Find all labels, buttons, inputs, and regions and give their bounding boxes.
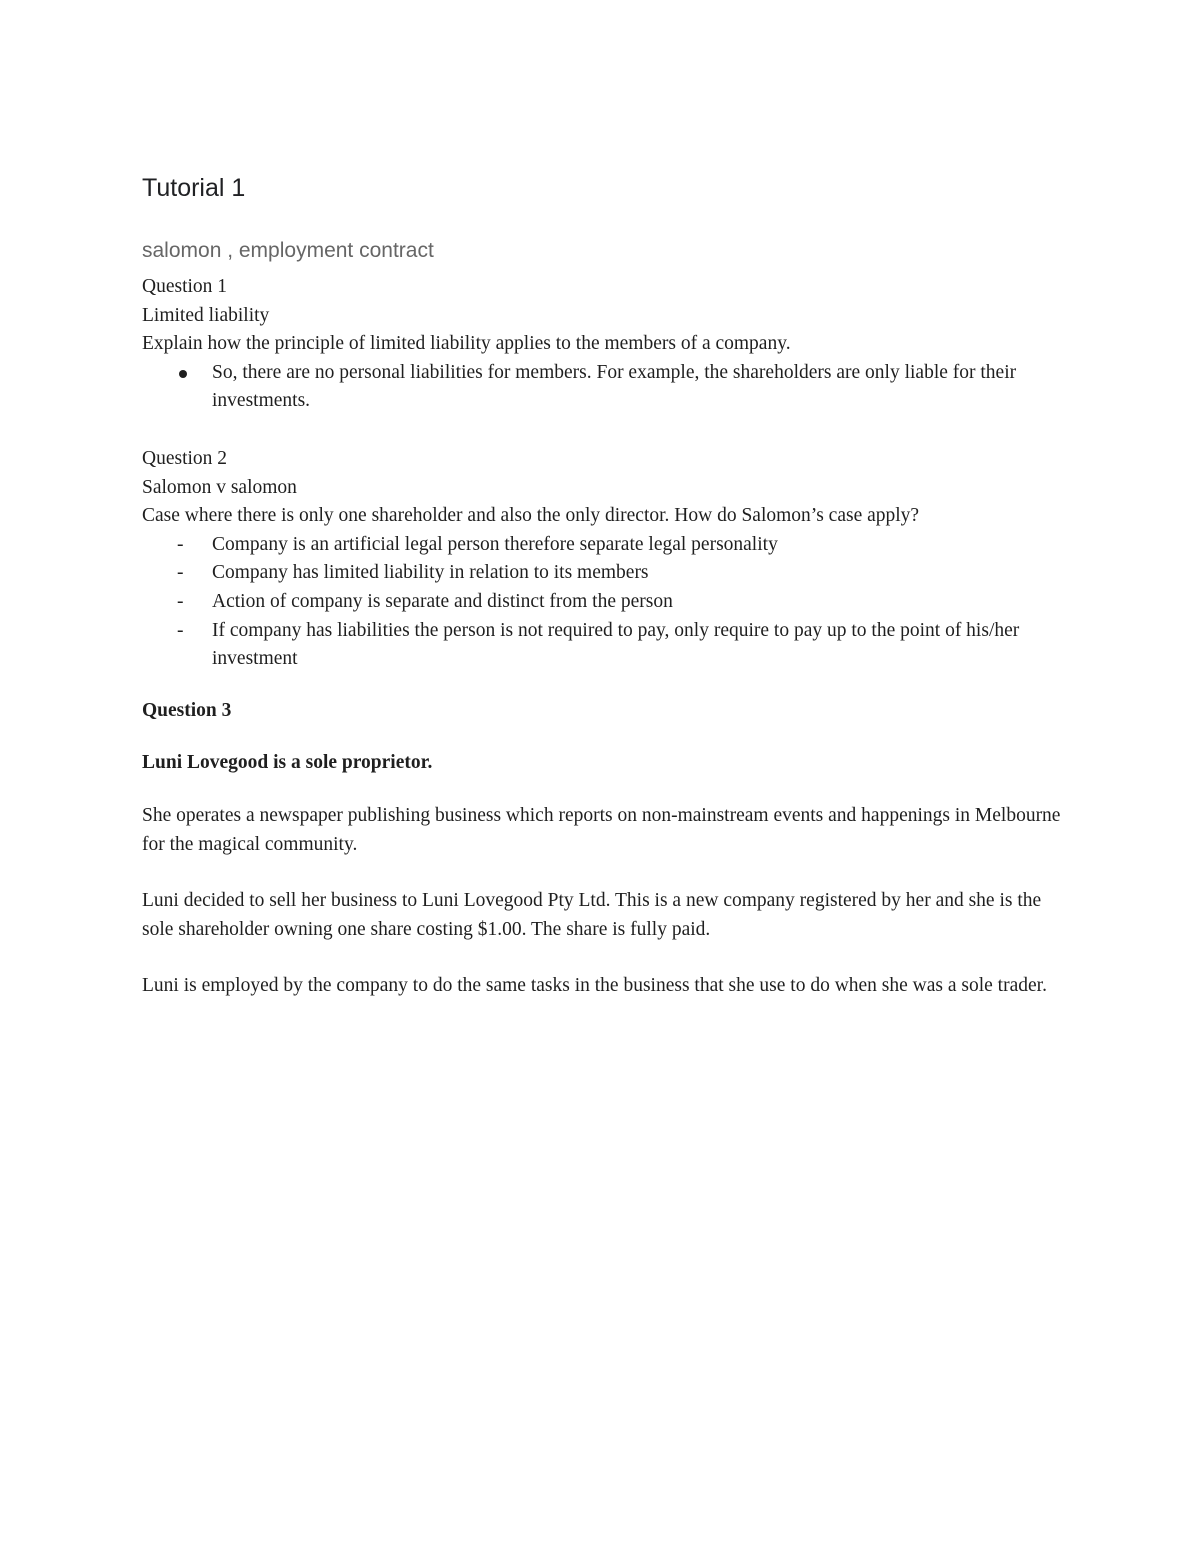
spacer (142, 859, 1072, 887)
dash-marker: - (177, 533, 184, 555)
question-1-prompt: Explain how the principle of limited liability applies to the members of a company. (142, 333, 791, 355)
spacer (142, 416, 1072, 445)
spacer (142, 674, 1072, 697)
dash-marker: - (177, 619, 184, 641)
question-1-topic: Limited liability (142, 304, 270, 326)
list-item (142, 359, 1072, 416)
spacer (142, 725, 1072, 749)
list-item-text: If company has liabilities the person is not required to pay, only require to pay up to the point of his/her investment (212, 619, 1020, 670)
question-1-section (142, 273, 1072, 416)
dash-marker: - (177, 590, 184, 612)
list-item (142, 588, 1072, 617)
question-3-section (142, 697, 1072, 1001)
question-2-topic: Salomon v salomon (142, 476, 297, 498)
list-item (142, 617, 1072, 674)
question-3-heading: Question 3 (142, 699, 232, 721)
document-subtitle: salomon , employment contract (142, 239, 434, 262)
question-2-dash-list (142, 531, 1072, 674)
question-1-heading: Question 1 (142, 276, 228, 297)
list-item-text: Company is an artificial legal person therefore separate legal personality (212, 533, 778, 555)
spacer (142, 778, 1072, 802)
question-2-heading: Question 2 (142, 447, 228, 469)
document-title: Tutorial 1 (142, 174, 246, 202)
list-item-text: Action of company is separate and distinct from the person (212, 590, 673, 612)
question-3-paragraph: Luni decided to sell her business to Luni Lovegood Pty Ltd. This is a new company registered by her and she is the sole shareholder owning one share costing $1.00. The share is fully paid. (142, 890, 1042, 940)
question-3-paragraph: She operates a newspaper publishing business which reports on non-mainstream events and happenings in Melbourne for the magical community. (142, 804, 1061, 855)
question-1-bullet-list (142, 359, 1072, 416)
list-item (142, 531, 1072, 560)
bullet-dot-icon (179, 370, 187, 378)
list-item (142, 559, 1072, 588)
dash-marker: - (177, 562, 184, 584)
list-item-text: So, there are no personal liabilities for members. For example, the shareholders are only liable for their investments. (212, 361, 1017, 412)
question-2-prompt: Case where there is only one shareholder and also the only director. How do Salomon’s case apply? (142, 505, 920, 527)
list-item-text: Company has limited liability in relation to its members (212, 562, 649, 584)
question-2-section (142, 445, 1072, 674)
question-3-paragraph: Luni is employed by the company to do the same tasks in the business that she use to do when she was a sole trader. (142, 975, 1047, 997)
document-body (142, 172, 1072, 1001)
question-3-subheading: Luni Lovegood is a sole proprietor. (142, 752, 433, 774)
spacer (142, 944, 1072, 972)
